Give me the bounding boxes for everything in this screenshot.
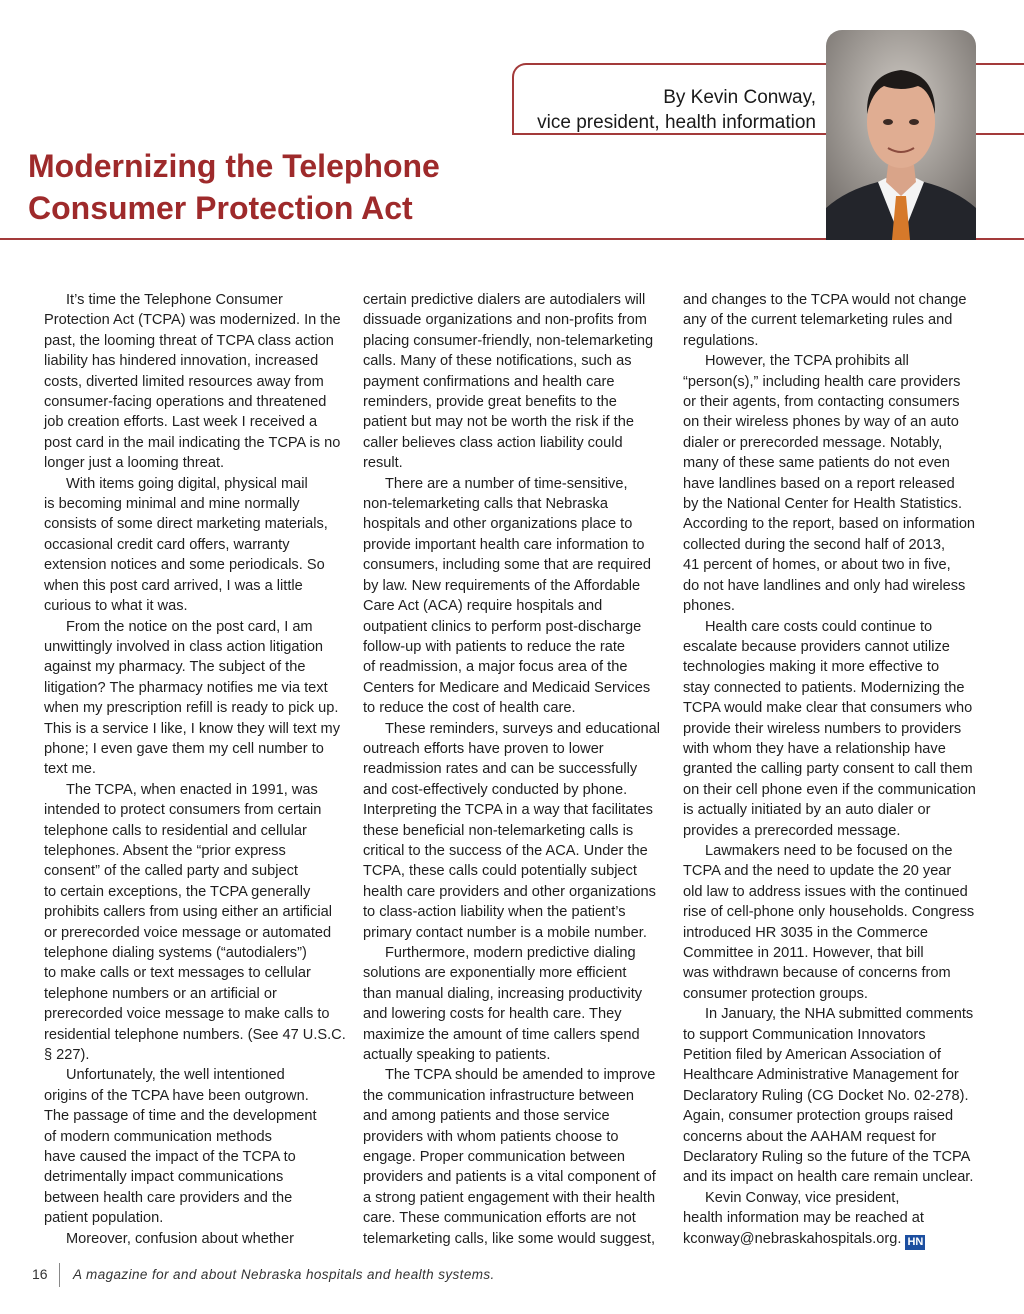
article-line: Declaratory Ruling (CG Docket No. 02-278).: [683, 1087, 969, 1104]
article-line: § 227).: [44, 1047, 90, 1064]
article-line: Moreover, confusion about whether: [66, 1230, 294, 1247]
article-line: phone; I even gave them my cell number to: [44, 740, 324, 757]
article-line: actually speaking to patients.: [363, 1047, 551, 1064]
article-column-1: [44, 290, 344, 1249]
article-line: than manual dialing, increasing productivity: [363, 985, 643, 1002]
article-line: “person(s),” including health care providers: [683, 373, 961, 390]
article-line: text me.: [44, 761, 96, 778]
article-line: collected during the second half of 2013,: [683, 536, 946, 553]
article-line: when my prescription refill is ready to pick up.: [44, 700, 339, 717]
article-line: placing consumer-friendly, non-telemarketing: [363, 332, 654, 349]
footer-divider: [59, 1263, 60, 1287]
article-column-3: [683, 290, 983, 1250]
article-line: payment confirmations and health care: [363, 373, 615, 390]
article-line: is becoming minimal and mine normally: [44, 496, 300, 513]
article-line: occasional credit card offers, warranty: [44, 536, 290, 553]
article-line: many of these same patients do not even: [683, 455, 950, 472]
article-line: consumer-facing operations and threatened: [44, 394, 327, 411]
article-line: to certain exceptions, the TCPA generally: [44, 883, 311, 900]
article-line: non-telemarketing calls that Nebraska: [363, 496, 608, 513]
article-line: unwittingly involved in class action litigation: [44, 638, 324, 655]
article-line: intended to protect consumers from certain: [44, 802, 322, 819]
title-line-1: Modernizing the Telephone: [28, 148, 440, 184]
article-line: regulations.: [683, 332, 759, 349]
article-line: There are a number of time-sensitive,: [385, 475, 628, 492]
article-line: consumer protection groups.: [683, 985, 868, 1002]
article-line: Petition filed by American Association of: [683, 1047, 941, 1064]
article-line: patient but may not be worth the risk if the: [363, 414, 634, 431]
article-line: This is a service I like, I know they will text my: [44, 720, 341, 737]
article-line: readmission rates and can be successfully: [363, 761, 638, 778]
article-line: granted the calling party consent to call them: [683, 761, 973, 778]
article-line: litigation? The pharmacy notifies me via text: [44, 679, 328, 696]
article-line: to class-action liability when the patient’s: [363, 904, 626, 921]
article-line: a strong patient engagement with their health: [363, 1189, 656, 1206]
byline-role: vice president, health information: [537, 112, 816, 133]
article-line: curious to what it was.: [44, 598, 188, 615]
article-line: against my pharmacy. The subject of the: [44, 659, 306, 676]
article-line: outpatient clinics to perform post-discharge: [363, 618, 642, 635]
article-line: technologies making it more effective to: [683, 659, 940, 676]
article-line: care. These communication efforts are not: [363, 1210, 636, 1227]
article-line: TCPA and the need to update the 20 year: [683, 863, 952, 880]
article-line: From the notice on the post card, I am: [66, 618, 313, 635]
article-line: origins of the TCPA have been outgrown.: [44, 1087, 309, 1104]
article-line: telemarketing calls, like some would suggest,: [363, 1230, 656, 1247]
article-line: phones.: [683, 598, 735, 615]
article-line: Lawmakers need to be focused on the: [705, 842, 953, 859]
article-line: Unfortunately, the well intentioned: [66, 1067, 285, 1084]
article-line: It’s time the Telephone Consumer: [66, 292, 283, 308]
article-line: prohibits callers from using either an artificial: [44, 904, 332, 921]
article-line: is actually initiated by an auto dialer or: [683, 802, 931, 819]
article-line: to reduce the cost of health care.: [363, 700, 576, 717]
article-line: extension notices and some periodicals. So: [44, 557, 325, 574]
author-email: kconway@nebraskahospitals.org.: [683, 1230, 902, 1247]
article-line: telephones. Absent the “prior express: [44, 842, 286, 859]
sign-off-line-1: Kevin Conway, vice president,: [705, 1189, 900, 1206]
hn-logo-icon: HN: [905, 1235, 925, 1250]
article-line: outreach efforts have proven to lower: [363, 740, 604, 757]
article-line: longer just a looming threat.: [44, 455, 225, 472]
article-line: any of the current telemarketing rules and: [683, 312, 953, 329]
article-line: and lowering costs for health care. They: [363, 1006, 622, 1023]
article-line: costs, diverted limited resources away from: [44, 373, 324, 390]
article-line: was withdrawn because of concerns from: [683, 965, 951, 982]
article-line: Declaratory Ruling so the future of the TCPA: [683, 1149, 971, 1166]
article-line: have caused the impact of the TCPA to: [44, 1149, 296, 1166]
article-line: These reminders, surveys and educational: [385, 720, 660, 737]
author-photo: [826, 30, 976, 240]
article-line: detrimentally impact communications: [44, 1169, 284, 1186]
article-line: Care Act (ACA) require hospitals and: [363, 598, 603, 615]
article-line: Protection Act (TCPA) was modernized. In the: [44, 312, 341, 329]
article-line: result.: [363, 455, 403, 472]
footer-tagline: A magazine for and about Nebraska hospitals and health systems.: [73, 1267, 495, 1282]
article-line: these beneficial non-telemarketing calls is: [363, 822, 634, 839]
article-line: consists of some direct marketing materials,: [44, 516, 328, 533]
article-line: calls. Many of these notifications, such as: [363, 353, 632, 370]
article-line: health care providers and other organizations: [363, 883, 656, 900]
article-line: consumers, including some that are required: [363, 557, 651, 574]
article-line: patient population.: [44, 1210, 164, 1227]
article-line: old law to address issues with the continued: [683, 883, 968, 900]
title-line-2: Consumer Protection Act: [28, 190, 413, 226]
article-line: stay connected to patients. Modernizing the: [683, 679, 965, 696]
article-line: when this post card arrived, I was a little: [44, 577, 303, 594]
article-column-3-body: [683, 290, 983, 1188]
article-line: prerecorded voice message to make calls to: [44, 1006, 330, 1023]
article-line: According to the report, based on information: [683, 516, 976, 533]
article-line: provide important health care information to: [363, 536, 645, 553]
article-line: by law. New requirements of the Affordable: [363, 577, 641, 594]
article-line: introduced HR 3035 in the Commerce: [683, 924, 928, 941]
article-line: with whom they have a relationship have: [683, 740, 946, 757]
article-line: job creation efforts. Last week I received a: [44, 414, 318, 431]
article-line: concerns about the AAHAM request for: [683, 1128, 937, 1145]
article-column-2: [363, 290, 663, 1249]
article-line: and among patients and those service: [363, 1108, 610, 1125]
article-line: liability has hindered innovation, increased: [44, 353, 319, 370]
article-line: to support Communication Innovators: [683, 1026, 926, 1043]
article-line: on their wireless phones by way of an auto: [683, 414, 959, 431]
article-line: However, the TCPA prohibits all: [705, 353, 909, 370]
article-line: hospitals and other organizations place to: [363, 516, 633, 533]
article-line: maximize the amount of time callers spend: [363, 1026, 640, 1043]
article-line: The passage of time and the development: [44, 1108, 317, 1125]
article-line: and its impact on health care remain unclear.: [683, 1169, 974, 1186]
article-line: Centers for Medicare and Medicaid Services: [363, 679, 651, 696]
article-line: residential telephone numbers. (See 47 U.S.C.: [44, 1026, 346, 1043]
article-line: caller believes class action liability could: [363, 434, 623, 451]
article-line: provide their wireless numbers to providers: [683, 720, 962, 737]
article-line: by the National Center for Health Statistics.: [683, 496, 963, 513]
article-line: or prerecorded voice message or automated: [44, 924, 332, 941]
article-line: follow-up with patients to reduce the rate: [363, 638, 626, 655]
article-line: escalate because providers cannot utilize: [683, 638, 950, 655]
article-line: the communication infrastructure between: [363, 1087, 634, 1104]
article-line: providers with whom patients choose to: [363, 1128, 619, 1145]
article-line: engage. Proper communication between: [363, 1149, 626, 1166]
article-line: Interpreting the TCPA in a way that facilitates: [363, 802, 653, 819]
article-line: providers and patients is a vital component of: [363, 1169, 656, 1186]
article-line: dissuade organizations and non-profits from: [363, 312, 647, 329]
article-line: certain predictive dialers are autodialers will: [363, 292, 646, 308]
byline-author: By Kevin Conway,: [663, 87, 816, 108]
article-line: of readmission, a major focus area of the: [363, 659, 628, 676]
article-line: Healthcare Administrative Management for: [683, 1067, 959, 1084]
article-line: Again, consumer protection groups raised: [683, 1108, 954, 1125]
sign-off-email-line: [683, 1229, 983, 1250]
article-line: of modern communication methods: [44, 1128, 272, 1145]
article-line: between health care providers and the: [44, 1189, 293, 1206]
article-line: TCPA would make clear that consumers who: [683, 700, 973, 717]
page-title: [28, 145, 498, 229]
article-line: solutions are exponentially more efficient: [363, 965, 627, 982]
sign-off-line-2: health information may be reached at: [683, 1210, 924, 1227]
article-line: primary contact number is a mobile number.: [363, 924, 647, 941]
article-line: TCPA, these calls could potentially subject: [363, 863, 637, 880]
article-line: and cost-effectively conducted by phone.: [363, 781, 628, 798]
article-line: critical to the success of the ACA. Under the: [363, 842, 648, 859]
article-line: past, the looming threat of TCPA class action: [44, 332, 334, 349]
article-line: telephone numbers or an artificial or: [44, 985, 277, 1002]
byline: [537, 85, 816, 135]
article-line: telephone calls to residential and cellular: [44, 822, 307, 839]
article-line: In January, the NHA submitted comments: [705, 1006, 974, 1023]
page-number: 16: [32, 1266, 48, 1282]
article-line: The TCPA, when enacted in 1991, was: [66, 781, 318, 798]
article-line: provides a prerecorded message.: [683, 822, 901, 839]
article-line: consent” of the called party and subject: [44, 863, 298, 880]
article-line: do not have landlines and only had wireless: [683, 577, 966, 594]
article-line: post card in the mail indicating the TCPA is no: [44, 434, 341, 451]
article-line: telephone dialing systems (“autodialers”): [44, 945, 307, 961]
article-line: reminders, provide great benefits to the: [363, 394, 617, 411]
article-line: rise of cell-phone only households. Congress: [683, 904, 975, 921]
article-line: dialer or prerecorded message. Notably,: [683, 434, 943, 451]
article-line: 41 percent of homes, or about two in five,: [683, 557, 951, 574]
article-line: Committee in 2011. However, that bill: [683, 945, 924, 961]
article-line: or their agents, from contacting consumers: [683, 394, 960, 411]
article-line: have landlines based on a report released: [683, 475, 955, 492]
article-line: Furthermore, modern predictive dialing: [385, 945, 636, 961]
article-line: With items going digital, physical mail: [66, 475, 308, 492]
article-line: Health care costs could continue to: [705, 618, 933, 635]
article-line: to make calls or text messages to cellular: [44, 965, 311, 982]
article-line: The TCPA should be amended to improve: [385, 1067, 656, 1084]
article-line: and changes to the TCPA would not change: [683, 292, 967, 308]
article-line: on their cell phone even if the communication: [683, 781, 976, 798]
